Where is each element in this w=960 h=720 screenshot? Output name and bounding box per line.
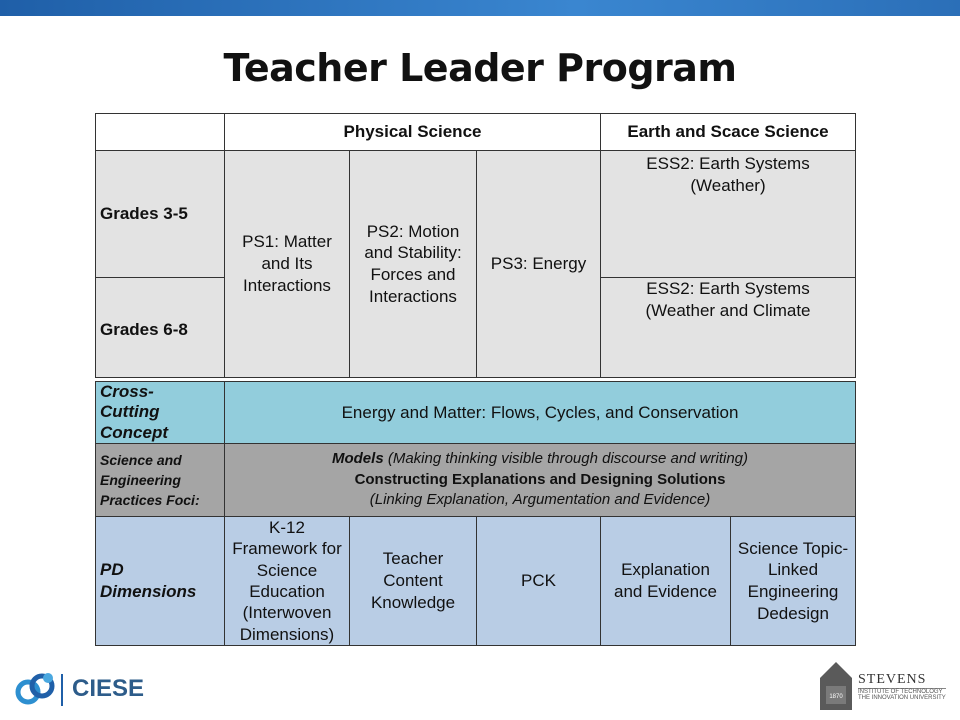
ciese-logo-text: CIESE — [72, 675, 145, 702]
stevens-wordmark — [858, 672, 946, 701]
row-label-practices: Science and Engineering Practices Foci: — [95, 443, 225, 517]
pd-pck: PCK — [476, 516, 601, 646]
topic-ps1: PS1: Matter and Its Interactions — [224, 150, 350, 378]
pd-explanation-evidence: Explanation and Evidence — [600, 516, 731, 646]
header-physical-science: Physical Science — [224, 113, 601, 151]
header-earth-science: Earth and Scace Science — [600, 113, 856, 151]
stevens-seal-icon — [818, 660, 854, 712]
practices-models-line — [332, 449, 748, 470]
pd-k12-framework: K-12 Framework for Science Education (Interwoven Dimensions) — [224, 516, 350, 646]
pd-teacher-content-knowledge: Teacher Content Knowledge — [349, 516, 477, 646]
ciese-logo-icon — [14, 668, 66, 710]
practices-linking: (Linking Explanation, Argumentation and Evidence) — [369, 491, 711, 509]
row-label-grades-3-5: Grades 3-5 — [95, 150, 225, 278]
topic-ps3: PS3: Energy — [476, 150, 601, 378]
stevens-name: STEVENS — [858, 671, 927, 687]
top-banner — [0, 0, 960, 16]
svg-text:1870: 1870 — [829, 694, 843, 700]
ciese-logo — [14, 668, 144, 710]
cross-cutting-concept: Energy and Matter: Flows, Cycles, and Conservation — [224, 381, 856, 444]
row-label-cross-cutting: Cross-Cutting Concept — [95, 381, 225, 444]
row-label-pd: PD Dimensions — [95, 516, 225, 646]
top-banner-strip — [0, 16, 960, 33]
corner-cell — [95, 113, 225, 151]
page-title: Teacher Leader Program — [223, 46, 737, 90]
topic-ps2: PS2: Motion and Stability: Forces and Interactions — [349, 150, 477, 378]
stevens-sub1: INSTITUTE OF TECHNOLOGY — [858, 688, 946, 695]
practices-models-desc: (Making thinking visible through discourse and writing) — [383, 449, 749, 467]
stevens-logo — [818, 660, 946, 712]
practices-models-label: Models — [331, 449, 384, 467]
topic-ess2-grades-3-5: ESS2: Earth Systems (Weather) — [600, 150, 856, 278]
row-label-grades-6-8: Grades 6-8 — [95, 277, 225, 378]
practices-foci — [224, 443, 856, 517]
pd-science-topic-engineering: Science Topic-Linked Engineering Dedesign — [730, 516, 856, 646]
practices-constructing: Constructing Explanations and Designing Solutions — [354, 470, 726, 488]
stevens-sub2: THE INNOVATION UNIVERSITY — [858, 694, 946, 701]
topic-ess2-grades-6-8: ESS2: Earth Systems (Weather and Climate — [600, 277, 856, 378]
